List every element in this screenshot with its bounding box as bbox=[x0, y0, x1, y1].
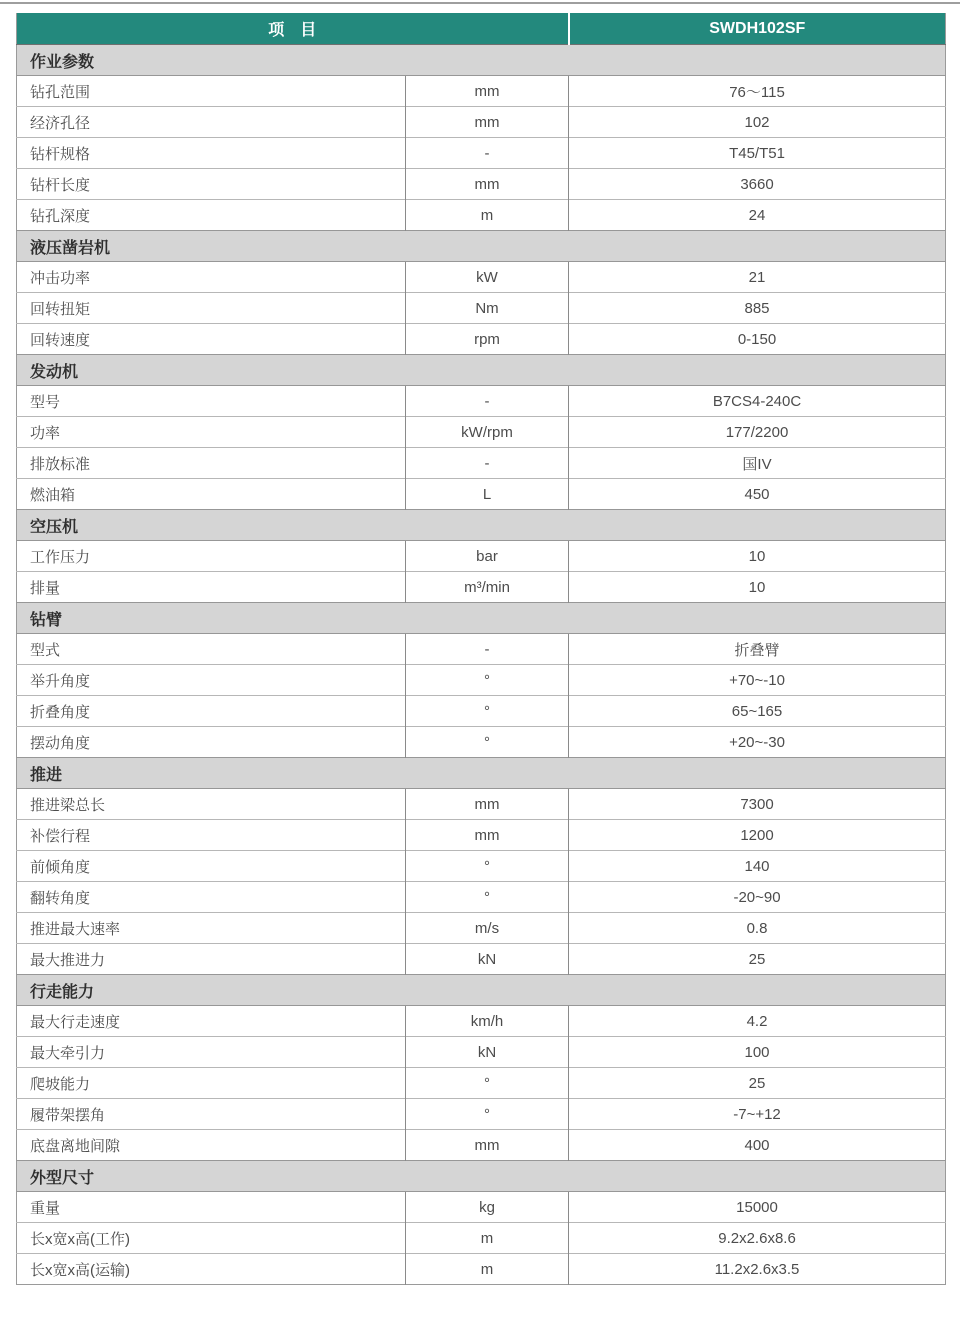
section-header-row bbox=[17, 231, 946, 262]
param-value-cell: 140 bbox=[569, 851, 946, 882]
header-row bbox=[17, 13, 946, 45]
param-value-cell: T45/T51 bbox=[569, 138, 946, 169]
table-row bbox=[17, 1192, 946, 1223]
param-name-cell: 重量 bbox=[17, 1192, 406, 1223]
param-unit-cell: m bbox=[406, 200, 569, 231]
param-unit-cell: - bbox=[406, 448, 569, 479]
param-name-cell: 爬坡能力 bbox=[17, 1068, 406, 1099]
param-name-cell: 钻孔范围 bbox=[17, 76, 406, 107]
section-title: 空压机 bbox=[17, 510, 946, 541]
param-name-cell: 冲击功率 bbox=[17, 262, 406, 293]
table-row bbox=[17, 1037, 946, 1068]
param-name-cell: 长x宽x高(运输) bbox=[17, 1254, 406, 1285]
param-unit-cell: mm bbox=[406, 107, 569, 138]
param-name-cell: 最大推进力 bbox=[17, 944, 406, 975]
param-unit-cell: km/h bbox=[406, 1006, 569, 1037]
table-row bbox=[17, 665, 946, 696]
param-value-cell: 折叠臂 bbox=[569, 634, 946, 665]
section-title: 作业参数 bbox=[17, 45, 946, 76]
param-unit-cell: m bbox=[406, 1223, 569, 1254]
param-unit-cell: - bbox=[406, 386, 569, 417]
param-value-cell: 3660 bbox=[569, 169, 946, 200]
param-unit-cell: rpm bbox=[406, 324, 569, 355]
param-value-cell: B7CS4-240C bbox=[569, 386, 946, 417]
param-unit-cell: m bbox=[406, 1254, 569, 1285]
param-name-cell: 钻杆规格 bbox=[17, 138, 406, 169]
param-value-cell: 国IV bbox=[569, 448, 946, 479]
param-unit-cell: ° bbox=[406, 1068, 569, 1099]
param-name-cell: 型号 bbox=[17, 386, 406, 417]
param-value-cell: 4.2 bbox=[569, 1006, 946, 1037]
table-row bbox=[17, 386, 946, 417]
param-value-cell: +70~-10 bbox=[569, 665, 946, 696]
table-row bbox=[17, 913, 946, 944]
section-title: 外型尺寸 bbox=[17, 1161, 946, 1192]
param-unit-cell: kg bbox=[406, 1192, 569, 1223]
param-name-cell: 回转速度 bbox=[17, 324, 406, 355]
param-value-cell: 76～115 bbox=[569, 76, 946, 107]
table-row bbox=[17, 1223, 946, 1254]
table-row bbox=[17, 541, 946, 572]
table-row bbox=[17, 789, 946, 820]
param-name-cell: 推进最大速率 bbox=[17, 913, 406, 944]
param-value-cell: 0-150 bbox=[569, 324, 946, 355]
param-name-cell: 最大行走速度 bbox=[17, 1006, 406, 1037]
section-header-row bbox=[17, 45, 946, 76]
param-unit-cell: ° bbox=[406, 727, 569, 758]
param-unit-cell: m³/min bbox=[406, 572, 569, 603]
param-unit-cell: kN bbox=[406, 1037, 569, 1068]
param-unit-cell: ° bbox=[406, 851, 569, 882]
section-title: 钻臂 bbox=[17, 603, 946, 634]
section-header-row bbox=[17, 355, 946, 386]
param-name-cell: 翻转角度 bbox=[17, 882, 406, 913]
table-row bbox=[17, 1068, 946, 1099]
section-header-row bbox=[17, 758, 946, 789]
table-row bbox=[17, 169, 946, 200]
section-title: 推进 bbox=[17, 758, 946, 789]
page-top-divider bbox=[0, 2, 960, 4]
param-value-cell: -7~+12 bbox=[569, 1099, 946, 1130]
param-unit-cell: mm bbox=[406, 820, 569, 851]
param-value-cell: 7300 bbox=[569, 789, 946, 820]
param-name-cell: 底盘离地间隙 bbox=[17, 1130, 406, 1161]
param-value-cell: 25 bbox=[569, 944, 946, 975]
table-row bbox=[17, 262, 946, 293]
table-row bbox=[17, 634, 946, 665]
param-value-cell: 0.8 bbox=[569, 913, 946, 944]
param-unit-cell: - bbox=[406, 634, 569, 665]
table-row bbox=[17, 293, 946, 324]
table-row bbox=[17, 200, 946, 231]
param-unit-cell: Nm bbox=[406, 293, 569, 324]
param-value-cell: 10 bbox=[569, 541, 946, 572]
param-name-cell: 举升角度 bbox=[17, 665, 406, 696]
param-name-cell: 前倾角度 bbox=[17, 851, 406, 882]
param-name-cell: 长x宽x高(工作) bbox=[17, 1223, 406, 1254]
table-row bbox=[17, 1130, 946, 1161]
param-name-cell: 折叠角度 bbox=[17, 696, 406, 727]
param-unit-cell: kW bbox=[406, 262, 569, 293]
param-unit-cell: ° bbox=[406, 1099, 569, 1130]
param-value-cell: +20~-30 bbox=[569, 727, 946, 758]
param-unit-cell: mm bbox=[406, 1130, 569, 1161]
table-row bbox=[17, 696, 946, 727]
param-value-cell: 102 bbox=[569, 107, 946, 138]
param-value-cell: 25 bbox=[569, 1068, 946, 1099]
param-value-cell: 9.2x2.6x8.6 bbox=[569, 1223, 946, 1254]
section-title: 液压凿岩机 bbox=[17, 231, 946, 262]
param-name-cell: 钻孔深度 bbox=[17, 200, 406, 231]
section-header-row bbox=[17, 603, 946, 634]
table-row bbox=[17, 944, 946, 975]
param-name-cell: 履带架摆角 bbox=[17, 1099, 406, 1130]
param-unit-cell: mm bbox=[406, 169, 569, 200]
param-unit-cell: ° bbox=[406, 696, 569, 727]
param-name-cell: 补偿行程 bbox=[17, 820, 406, 851]
table-row bbox=[17, 107, 946, 138]
table-row bbox=[17, 479, 946, 510]
table-row bbox=[17, 1006, 946, 1037]
spec-table-header bbox=[17, 13, 946, 45]
param-name-cell: 最大牵引力 bbox=[17, 1037, 406, 1068]
table-row bbox=[17, 324, 946, 355]
param-value-cell: 65~165 bbox=[569, 696, 946, 727]
param-unit-cell: kW/rpm bbox=[406, 417, 569, 448]
section-title: 行走能力 bbox=[17, 975, 946, 1006]
param-unit-cell: ° bbox=[406, 882, 569, 913]
param-name-cell: 回转扭矩 bbox=[17, 293, 406, 324]
param-name-cell: 功率 bbox=[17, 417, 406, 448]
header-model-label: SWDH102SF bbox=[569, 13, 946, 45]
table-row bbox=[17, 572, 946, 603]
param-unit-cell: kN bbox=[406, 944, 569, 975]
param-value-cell: 10 bbox=[569, 572, 946, 603]
table-row bbox=[17, 76, 946, 107]
param-unit-cell: bar bbox=[406, 541, 569, 572]
table-row bbox=[17, 820, 946, 851]
param-name-cell: 经济孔径 bbox=[17, 107, 406, 138]
param-value-cell: 100 bbox=[569, 1037, 946, 1068]
param-unit-cell: mm bbox=[406, 789, 569, 820]
param-name-cell: 排放标准 bbox=[17, 448, 406, 479]
table-row bbox=[17, 882, 946, 913]
param-value-cell: 11.2x2.6x3.5 bbox=[569, 1254, 946, 1285]
param-value-cell: 21 bbox=[569, 262, 946, 293]
param-unit-cell: - bbox=[406, 138, 569, 169]
param-value-cell: 15000 bbox=[569, 1192, 946, 1223]
section-header-row bbox=[17, 975, 946, 1006]
param-value-cell: -20~90 bbox=[569, 882, 946, 913]
param-name-cell: 钻杆长度 bbox=[17, 169, 406, 200]
param-name-cell: 工作压力 bbox=[17, 541, 406, 572]
table-row bbox=[17, 1254, 946, 1285]
param-unit-cell: mm bbox=[406, 76, 569, 107]
table-row bbox=[17, 448, 946, 479]
table-row bbox=[17, 1099, 946, 1130]
param-unit-cell: m/s bbox=[406, 913, 569, 944]
param-name-cell: 燃油箱 bbox=[17, 479, 406, 510]
param-value-cell: 885 bbox=[569, 293, 946, 324]
param-name-cell: 排量 bbox=[17, 572, 406, 603]
table-row bbox=[17, 727, 946, 758]
param-value-cell: 450 bbox=[569, 479, 946, 510]
param-name-cell: 摆动角度 bbox=[17, 727, 406, 758]
param-value-cell: 1200 bbox=[569, 820, 946, 851]
table-row bbox=[17, 851, 946, 882]
param-unit-cell: ° bbox=[406, 665, 569, 696]
param-name-cell: 推进梁总长 bbox=[17, 789, 406, 820]
param-value-cell: 400 bbox=[569, 1130, 946, 1161]
param-name-cell: 型式 bbox=[17, 634, 406, 665]
param-unit-cell: L bbox=[406, 479, 569, 510]
spec-table-body bbox=[17, 45, 946, 1285]
table-row bbox=[17, 417, 946, 448]
table-row bbox=[17, 138, 946, 169]
param-value-cell: 177/2200 bbox=[569, 417, 946, 448]
param-value-cell: 24 bbox=[569, 200, 946, 231]
section-title: 发动机 bbox=[17, 355, 946, 386]
section-header-row bbox=[17, 510, 946, 541]
header-item-label: 项 目 bbox=[17, 13, 569, 45]
spec-table bbox=[16, 13, 946, 1285]
section-header-row bbox=[17, 1161, 946, 1192]
